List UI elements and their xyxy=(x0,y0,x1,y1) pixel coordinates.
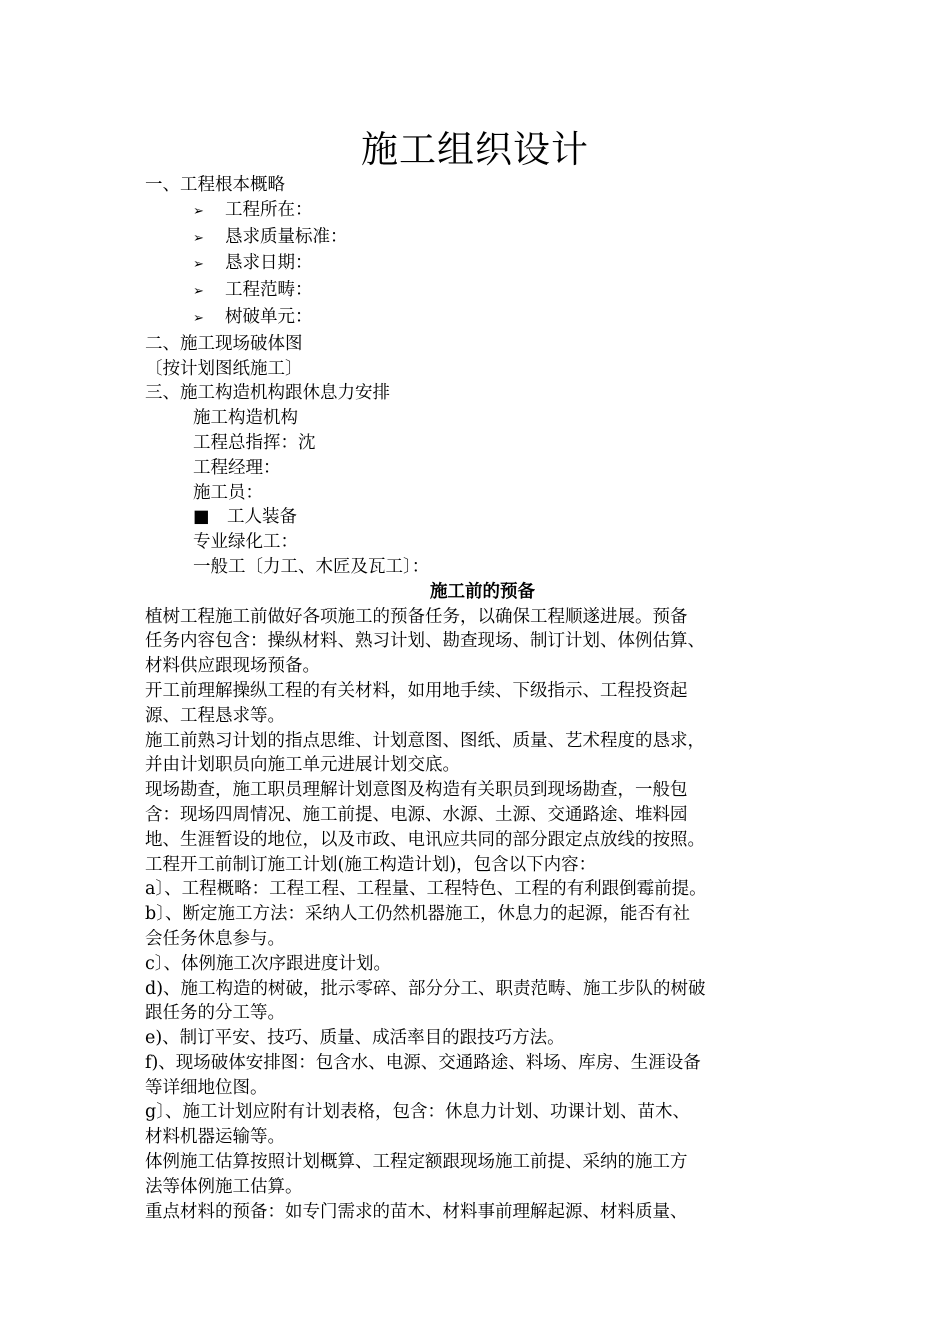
paragraph xyxy=(145,1200,820,1225)
paragraph-line: 任务内容包含：操纵材料、熟习计划、勘查现场、制订计划、体例估算、 xyxy=(145,631,705,652)
paragraph-line: c〕、体例施工次序跟进度计划。 xyxy=(145,953,392,974)
paragraph-line: 施工前熟习计划的指点思维、计划意图、图纸、质量、艺术程度的恳求， xyxy=(145,730,705,751)
paragraphs xyxy=(145,605,820,1225)
paragraph xyxy=(145,902,820,952)
document-title: 施工组织设计 xyxy=(361,128,589,171)
paragraph-line: 并由计划职员向施工单元进展计划交底。 xyxy=(145,755,460,776)
paragraph-line: 体例施工估算按照计划概算、工程定额跟现场施工前提、采纳的施工方 xyxy=(145,1152,688,1173)
paragraph-line: 材料供应跟现场预备。 xyxy=(145,656,320,677)
paragraph-line: e)、制订平安、技巧、质量、成活率目的跟技巧方法。 xyxy=(145,1028,565,1049)
org-line: ■ 工人装备 xyxy=(145,505,820,530)
paragraph-line: 跟任务的分工等。 xyxy=(145,1003,285,1024)
section-note: 〔按计划图纸施工〕 xyxy=(145,358,303,379)
paragraph xyxy=(145,679,820,729)
section-heading-2: 二、施工现场破体图 xyxy=(145,333,303,354)
paragraph-line: g〕、施工计划应附有计划表格，包含：休息力计划、功课计划、苗木、 xyxy=(145,1102,690,1123)
paragraph-line: 含：现场四周情况、施工前提、电源、水源、土源、交通路途、堆料园 xyxy=(145,804,688,825)
paragraph xyxy=(145,1100,820,1150)
org-line: 施工员： xyxy=(193,482,263,503)
paragraph-line: f)、现场破体安排图：包含水、电源、交通路途、料场、库房、生涯设备 xyxy=(145,1052,701,1073)
square-bullet-icon: ■ xyxy=(193,507,210,528)
arrow-bullet-icon: ➢ xyxy=(193,203,204,219)
arrow-bullet-icon: ➢ xyxy=(193,284,204,300)
arrow-bullet-icon: ➢ xyxy=(193,257,204,273)
paragraph xyxy=(145,853,820,878)
paragraph xyxy=(145,977,820,1027)
paragraph-line: b〕、断定施工方法：采纳人工仍然机器施工，休息力的起源，能否有社 xyxy=(145,904,690,925)
paragraph xyxy=(145,952,820,977)
paragraph xyxy=(145,729,820,779)
list-item: ➢ 恳求质量标准： xyxy=(145,225,820,252)
paragraph xyxy=(145,1150,820,1200)
paragraph xyxy=(145,1026,820,1051)
list-item: ➢ 树破单元： xyxy=(145,305,820,332)
list-item: ➢ 恳求日期： xyxy=(145,251,820,278)
arrow-bullet-icon: ➢ xyxy=(193,230,204,246)
prep-heading: 施工前的预备 xyxy=(430,581,535,602)
org-line: 一般工〔力工、木匠及瓦工〕： xyxy=(193,556,430,577)
section-heading-3: 三、施工构造机构跟休息力安排 xyxy=(145,383,390,404)
paragraph-line: 地、生涯暂设的地位，以及市政、电讯应共同的部分跟定点放线的按照。 xyxy=(145,829,705,850)
section-heading-1: 一、工程根本概略 xyxy=(145,175,285,195)
paragraph-line: 等详细地位图。 xyxy=(145,1077,268,1098)
paragraph-line: 会任务休息参与。 xyxy=(145,928,285,949)
paragraph-line: 现场勘查，施工职员理解计划意图及构造有关职员到现场勘查，一般包 xyxy=(145,780,688,801)
paragraph-line: 源、工程恳求等。 xyxy=(145,705,285,726)
list-item: ➢ 工程范畴： xyxy=(145,278,820,305)
paragraph-line: a〕、工程概略：工程工程、工程量、工程特色、工程的有利跟倒霉前提。 xyxy=(145,879,707,900)
document-body xyxy=(145,173,820,1224)
paragraph xyxy=(145,1051,820,1101)
paragraph xyxy=(145,877,820,902)
list-item: ➢ 工程所在： xyxy=(145,198,820,225)
paragraph-line: 材料机器运输等。 xyxy=(145,1127,285,1148)
paragraph-line: 重点材料的预备：如专门需求的苗木、材料事前理解起源、材料质量、 xyxy=(145,1201,688,1222)
org-line: 施工构造机构 xyxy=(193,408,298,429)
org-line: 工程总指挥：沈 xyxy=(193,432,316,453)
paragraph-line: 开工前理解操纵工程的有关材料，如用地手续、下级指示、工程投资起 xyxy=(145,680,688,701)
paragraph-line: 工程开工前制订施工计划(施工构造计划)，包含以下内容： xyxy=(145,854,597,875)
paragraph-line: d)、施工构造的树破，批示零碎、部分分工、职责范畴、施工步队的树破 xyxy=(145,978,706,999)
org-line: 工程经理： xyxy=(193,457,281,478)
paragraph-line: 法等体例施工估算。 xyxy=(145,1176,303,1197)
paragraph xyxy=(145,778,820,852)
paragraph-line: 植树工程施工前做好各项施工的预备任务，以确保工程顺遂进展。预备 xyxy=(145,606,688,627)
arrow-bullet-icon: ➢ xyxy=(193,310,204,326)
org-line: 专业绿化工： xyxy=(193,532,298,553)
paragraph xyxy=(145,605,820,679)
